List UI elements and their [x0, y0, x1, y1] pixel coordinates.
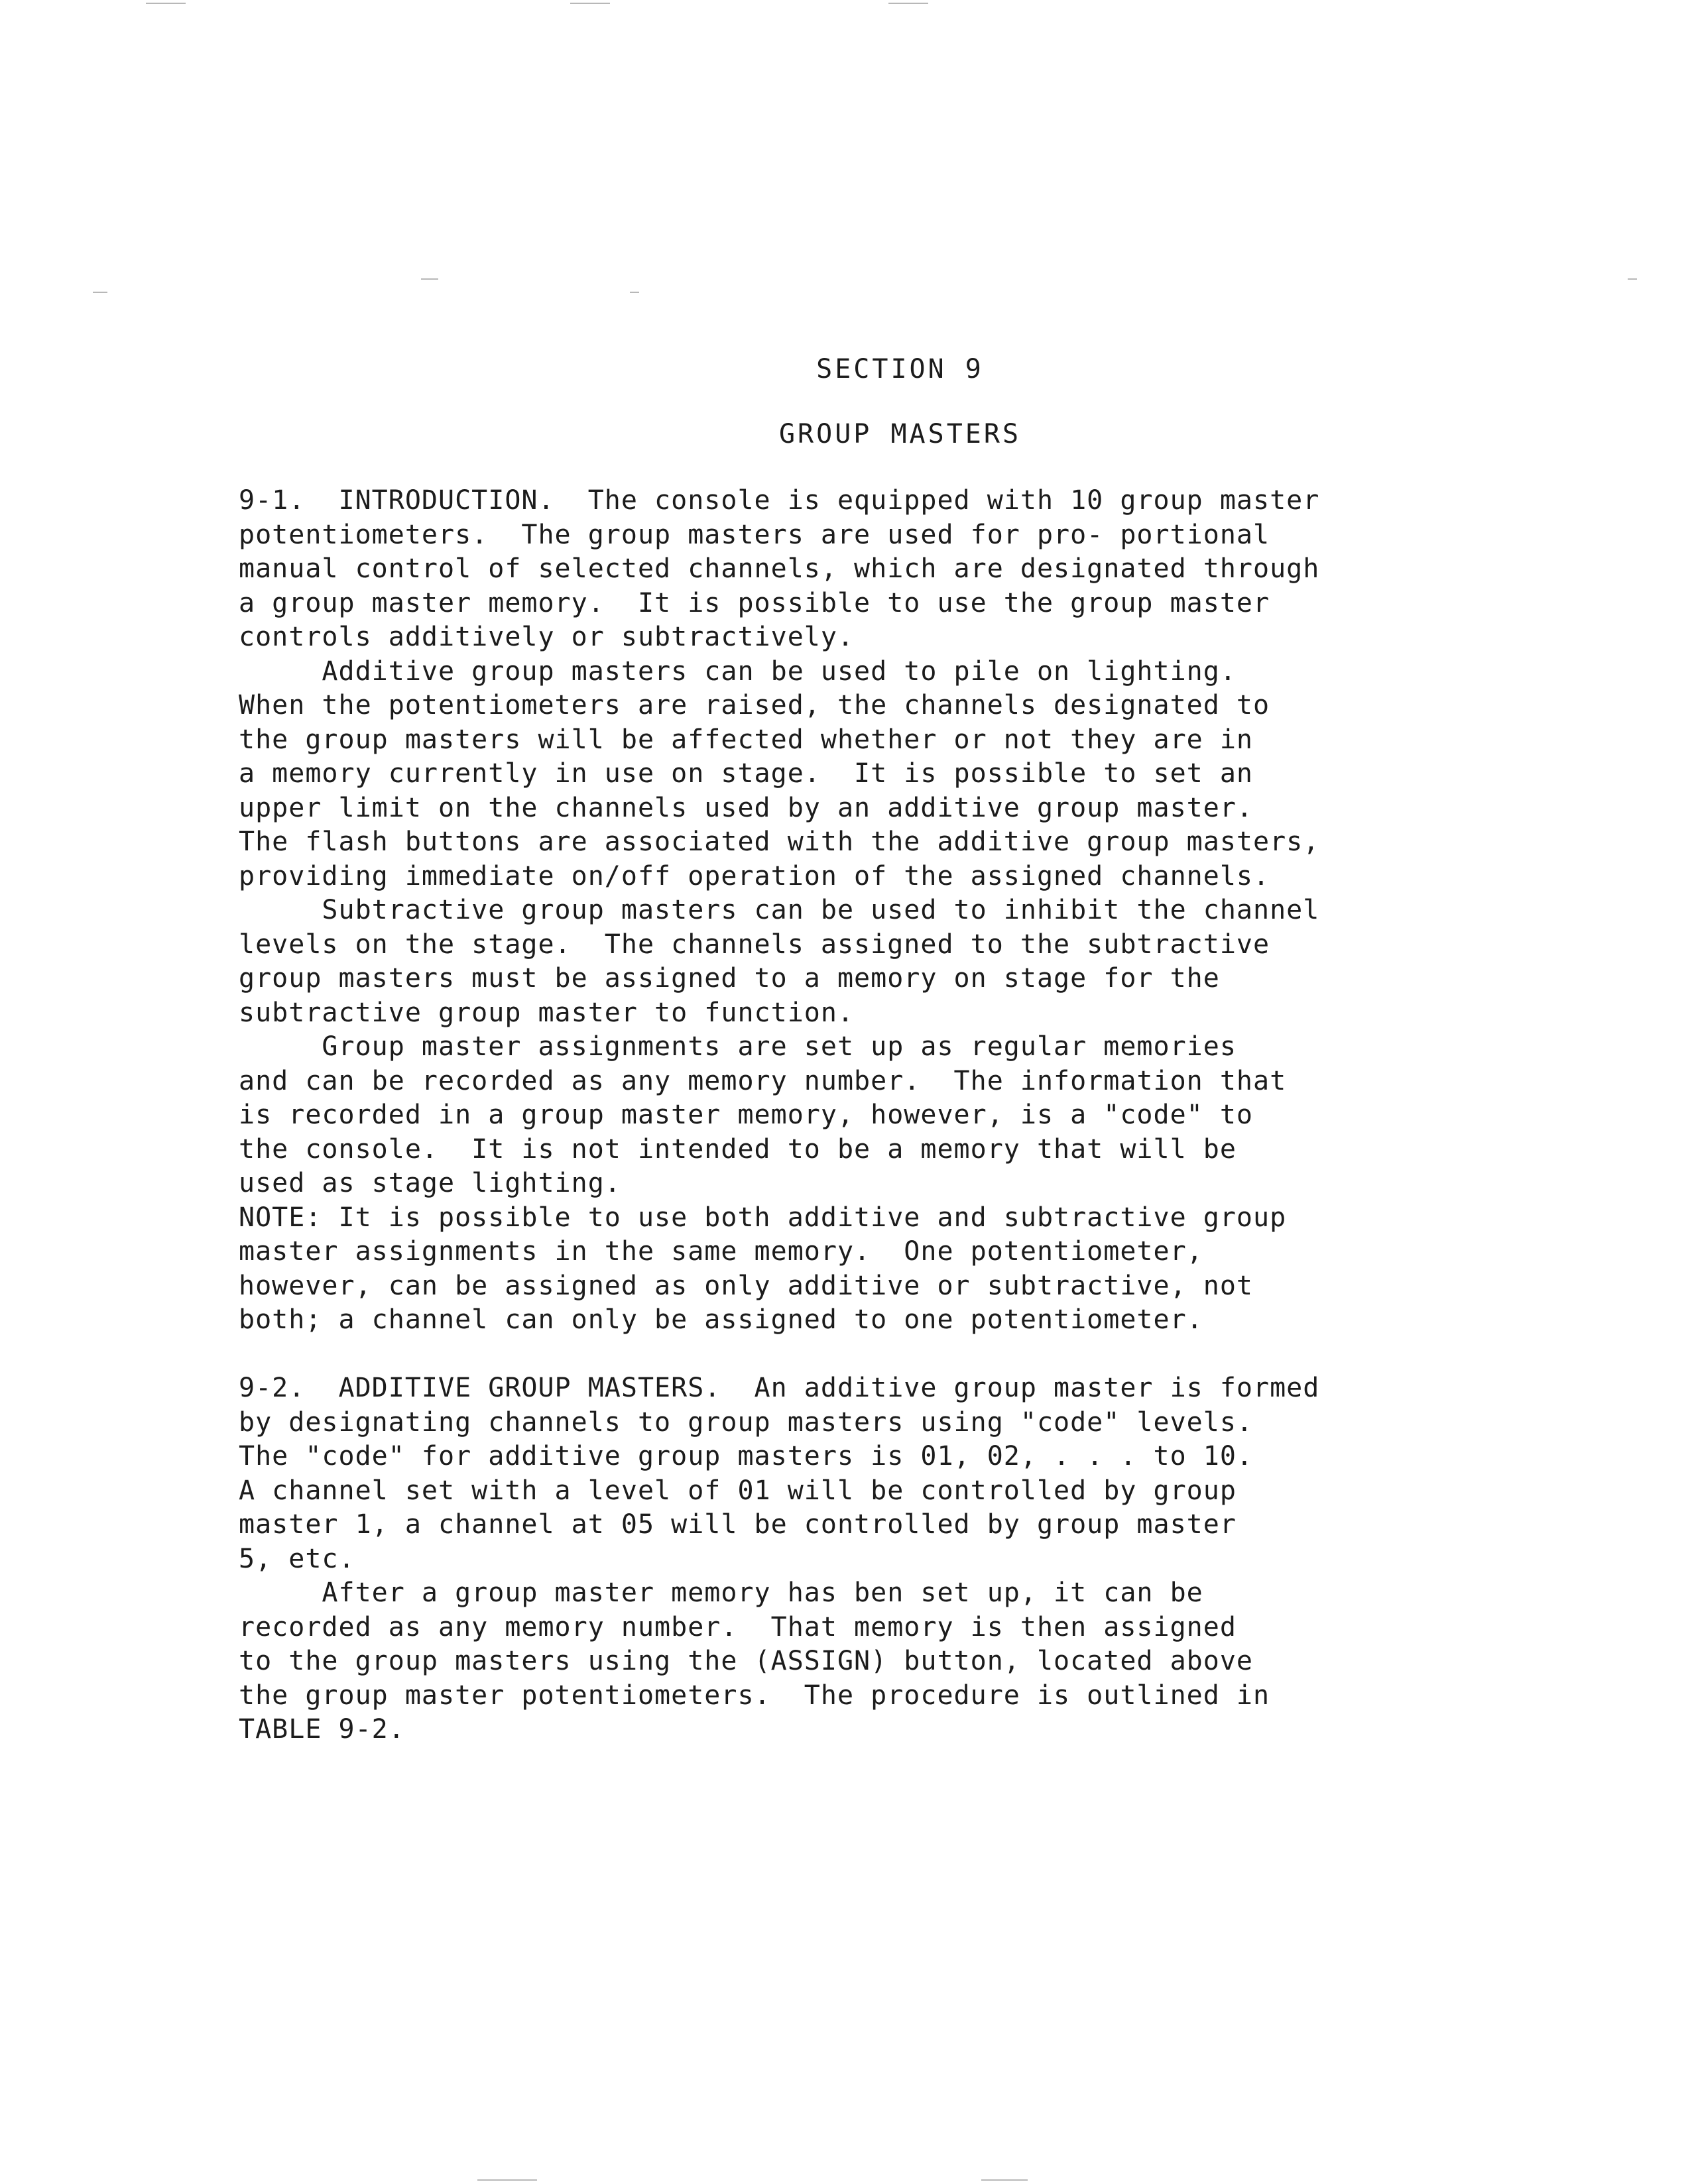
text-line: When the potentiometers are raised, the channels designated to	[239, 690, 1270, 720]
scan-mark	[421, 278, 438, 280]
text-line: Subtractive group masters can be used to inhibit the channel	[239, 895, 1320, 925]
text-line: the group master potentiometers. The procedure is outlined in	[239, 1680, 1270, 1711]
text-line: The flash buttons are associated with the additive group masters,	[239, 827, 1320, 857]
text-line: A channel set with a level of 01 will be controlled by group	[239, 1475, 1237, 1506]
text-line: is recorded in a group master memory, however, is a "code" to	[239, 1100, 1254, 1130]
scan-mark	[570, 3, 610, 4]
blank-line	[239, 1338, 1565, 1372]
text-line: to the group masters using the (ASSIGN) button, located above	[239, 1646, 1254, 1676]
text-line: providing immediate on/off operation of the assigned channels.	[239, 860, 1270, 891]
text-line: a memory currently in use on stage. It is possible to set an	[239, 758, 1254, 789]
text-line: by designating channels to group masters using "code" levels.	[239, 1407, 1254, 1438]
text-line: potentiometers. The group masters are used for pro- portional	[239, 519, 1270, 550]
text-line: levels on the stage. The channels assigned to the subtractive	[239, 929, 1270, 960]
scan-mark	[146, 3, 186, 4]
text-line: however, can be assigned as only additive or subtractive, not	[239, 1270, 1254, 1301]
scan-mark	[1628, 278, 1637, 280]
text-line: 9-1. INTRODUCTION. The console is equipped with 10 group master	[239, 485, 1320, 516]
text-line: both; a channel can only be assigned to one potentiometer.	[239, 1304, 1203, 1335]
scan-mark	[93, 292, 107, 293]
text-line: master assignments in the same memory. One potentiometer,	[239, 1236, 1203, 1267]
section-heading: SECTION 9	[816, 354, 984, 384]
scan-mark	[477, 2179, 537, 2181]
text-line: the group masters will be affected whether or not they are in	[239, 724, 1254, 755]
text-line: NOTE: It is possible to use both additive and subtractive group	[239, 1202, 1287, 1233]
scan-mark	[981, 2179, 1028, 2181]
text-line: manual control of selected channels, which are designated through	[239, 553, 1320, 584]
text-line: controls additively or subtractively.	[239, 622, 855, 652]
text-line: The "code" for additive group masters is 01, 02, . . . to 10.	[239, 1441, 1254, 1471]
text-line: 9-2. ADDITIVE GROUP MASTERS. An additive group master is formed	[239, 1373, 1320, 1403]
text-line: used as stage lighting.	[239, 1168, 621, 1198]
body-text	[239, 484, 1565, 1747]
text-line: upper limit on the channels used by an additive group master.	[239, 792, 1254, 823]
text-line: group masters must be assigned to a memory on stage for the	[239, 963, 1220, 994]
text-line: the console. It is not intended to be a memory that will be	[239, 1133, 1237, 1165]
text-line: Additive group masters can be used to pile on lighting.	[239, 656, 1237, 687]
text-line: 5, etc.	[239, 1543, 355, 1574]
text-line: Group master assignments are set up as regular memories	[239, 1031, 1237, 1062]
scan-mark	[888, 3, 928, 4]
text-line: recorded as any memory number. That memory is then assigned	[239, 1611, 1237, 1642]
text-line: a group master memory. It is possible to use the group master	[239, 587, 1270, 618]
text-line: After a group master memory has ben set up, it can be	[239, 1578, 1203, 1608]
text-line: subtractive group master to function.	[239, 997, 855, 1028]
page-title: GROUP MASTERS	[778, 419, 1022, 449]
text-line: TABLE 9-2.	[239, 1714, 405, 1745]
text-line: master 1, a channel at 05 will be controlled by group master	[239, 1509, 1237, 1540]
text-line: and can be recorded as any memory number. The information that	[239, 1065, 1287, 1096]
scan-mark	[630, 292, 639, 293]
